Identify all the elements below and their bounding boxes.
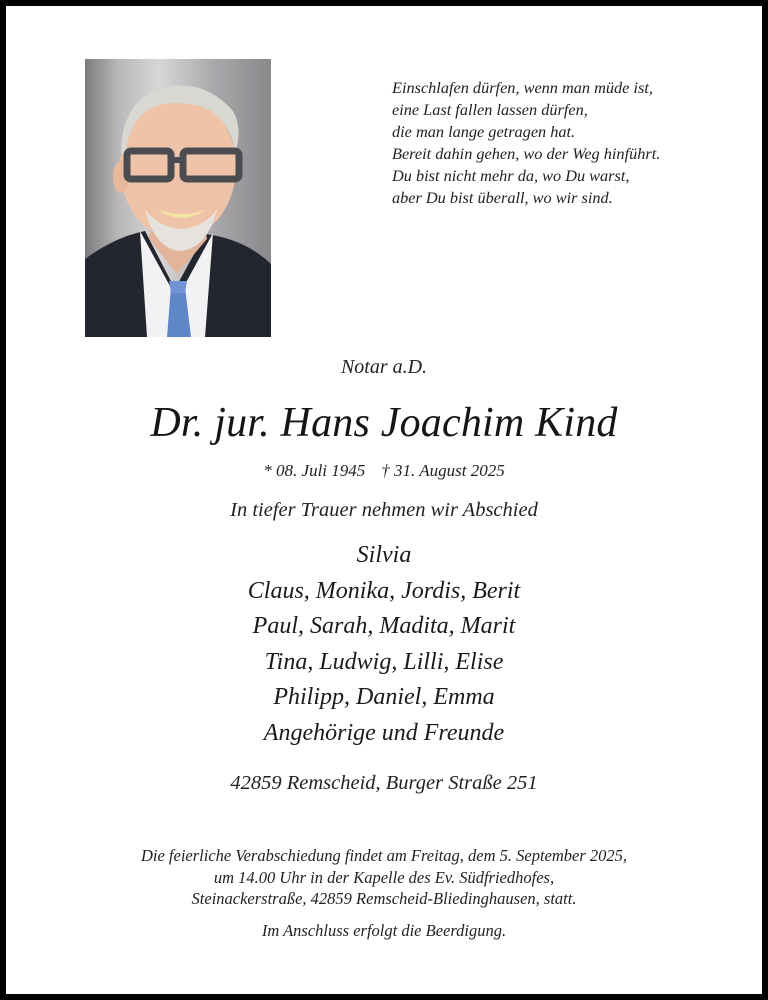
poem-line: aber Du bist überall, wo wir sind. — [392, 188, 613, 207]
poem — [392, 77, 660, 209]
family-list — [6, 538, 762, 751]
poem-line: Bereit dahin gehen, wo der Weg hinführt. — [392, 144, 661, 163]
family-line: Philipp, Daniel, Emma — [273, 684, 495, 710]
family-line: Silvia — [356, 542, 412, 568]
death-date: † 31. August 2025 — [381, 461, 505, 480]
poem-line: Einschlafen dürfen, wenn man müde ist, — [392, 78, 653, 97]
poem-line: Du bist nicht mehr da, wo Du warst, — [392, 166, 630, 185]
service-info — [6, 845, 762, 910]
portrait-illustration — [85, 59, 271, 337]
farewell-text: In tiefer Trauer nehmen wir Abschied — [230, 499, 538, 521]
family-line: Tina, Ludwig, Lilli, Elise — [264, 648, 504, 675]
family-line: Paul, Sarah, Madita, Marit — [252, 613, 516, 639]
obituary-card — [6, 6, 762, 994]
service-line: Steinackerstraße, 42859 Remscheid-Bliedinghausen, statt. — [191, 889, 577, 908]
birth-date: * 08. Juli 1945 — [263, 461, 366, 480]
deceased-name: Dr. jur. Hans Joachim Kind — [150, 400, 618, 446]
family-address: 42859 Remscheid, Burger Straße 251 — [230, 772, 538, 794]
family-line: Angehörige und Freunde — [263, 719, 505, 746]
family-line: Claus, Monika, Jordis, Berit — [247, 577, 521, 604]
poem-line: eine Last fallen lassen dürfen, — [392, 100, 588, 119]
service-line: Die feierliche Verabschiedung findet am Freitag, dem 5. September 2025, — [140, 846, 628, 865]
service-line: um 14.00 Uhr in der Kapelle des Ev. Südfriedhofes, — [213, 867, 555, 887]
portrait-photo — [85, 59, 271, 337]
burial-note: Im Anschluss erfolgt die Beerdigung. — [261, 921, 507, 940]
deceased-title: Notar a.D. — [340, 356, 428, 378]
life-dates — [6, 461, 762, 481]
poem-line: die man lange getragen hat. — [392, 122, 576, 141]
